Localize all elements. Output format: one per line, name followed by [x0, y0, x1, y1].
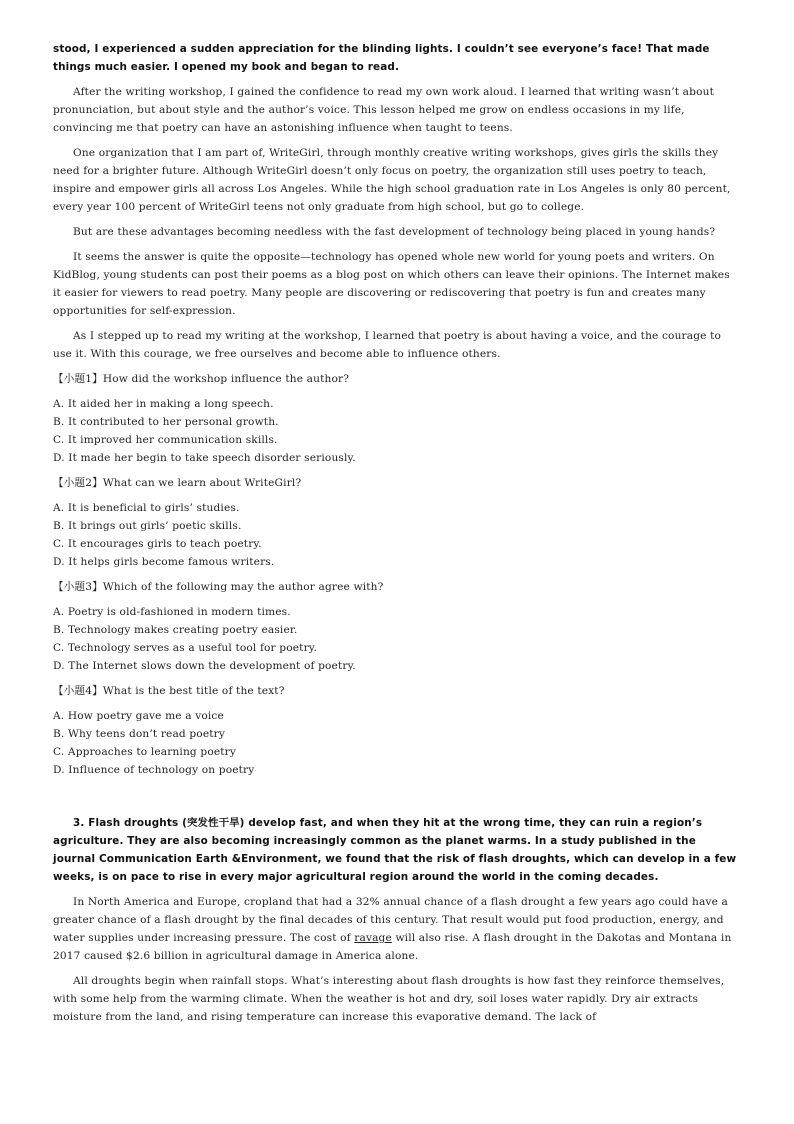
- answer-option: D. It made her begin to take speech disorder seriously.: [53, 452, 356, 464]
- answer-option: C. It encourages girls to teach poetry.: [53, 538, 262, 550]
- question-block-2: [53, 474, 741, 571]
- question-prompt: 【小题3】Which of the following may the author agree with?: [53, 581, 384, 593]
- question-block-4: [53, 682, 741, 779]
- passage3-intro: 3. Flash droughts (突发性干旱) develop fast, and when they hit at the wrong time, they can ruin a region’s agriculture. They are also becoming increasingly common as the planet warms. In a study published in the journal Communication Earth &Environment, we found that the risk of flash droughts, which can develop in a few weeks, is on pace to rise in every major agricultural region around the world in the coming decades.: [53, 817, 737, 883]
- answer-option: B. It contributed to her personal growth.: [53, 416, 279, 428]
- passage2-paragraph-4: It seems the answer is quite the opposite—technology has opened whole new world for young poets and writers. On KidBlog, young students can post their poems as a blog post on which others can leave their opinions. The Internet makes it easier for viewers to read poetry. Many people are discovering or rediscovering that poetry is fun and creates many opportunities for self-expression.: [53, 251, 730, 317]
- answer-option: D. Influence of technology on poetry: [53, 764, 255, 776]
- answer-option: D. The Internet slows down the development of poetry.: [53, 660, 356, 672]
- question-block-3: [53, 578, 741, 675]
- passage2-paragraph-1: After the writing workshop, I gained the confidence to read my own work aloud. I learned that writing wasn’t about pronunciation, but about style and the author’s voice. This lesson helped me grow on endless occasions in my life, convincing me that poetry can have an astonishing influence when taught to teens.: [53, 86, 714, 134]
- answer-option: B. Technology makes creating poetry easier.: [53, 624, 298, 636]
- answer-option: C. Technology serves as a useful tool for poetry.: [53, 642, 318, 654]
- document-page: [53, 40, 741, 1033]
- passage3-paragraph-2: All droughts begin when rainfall stops. What’s interesting about flash droughts is how fast they reinforce themselves, with some help from the warming climate. When the weather is hot and dry, soil loses water rapidly. Dry air extracts moisture from the land, and rising temperature can increase this evaporative demand. The lack of: [53, 975, 725, 1023]
- passage3-paragraph-1: [53, 893, 741, 965]
- answer-option: D. It helps girls become famous writers.: [53, 556, 275, 568]
- passage3-paragraph-1-start: In North America and Europe, cropland that had a 32% annual chance of a flash drought a few years ago could have a greater chance of a flash drought by the final decades of this century. That result would put food production, energy, and water supplies under increasing pressure. The cost of: [53, 896, 729, 944]
- passage2-paragraph-5: As I stepped up to read my writing at the workshop, I learned that poetry is about having a voice, and the courage to use it. With this courage, we free ourselves and become able to influence others.: [53, 330, 722, 360]
- answer-option: B. It brings out girls’ poetic skills.: [53, 520, 242, 532]
- question-prompt: 【小题1】How did the workshop influence the author?: [53, 373, 350, 385]
- passage2-paragraph-2: One organization that I am part of, WriteGirl, through monthly creative writing workshops, gives girls the skills they need for a brighter future. Although WriteGirl doesn’t only focus on poetry, the organization still uses poetry to teach, inspire and empower girls all across Los Angeles. While the high school graduation rate in Los Angeles is only 80 percent, every year 100 percent of WriteGirl teens not only graduate from high school, but go to college.: [53, 147, 731, 213]
- answer-option: B. Why teens don’t read poetry: [53, 728, 226, 740]
- passage2-paragraph-3: But are these advantages becoming needless with the fast development of technology being placed in young hands?: [73, 226, 716, 238]
- passage3-paragraph-1-end: will also rise. A flash drought in the Dakotas and Montana in 2017 caused $2.6 billion in agricultural damage in America alone.: [53, 932, 732, 962]
- answer-option: A. Poetry is old-fashioned in modern times.: [53, 606, 291, 618]
- answer-option: A. It is beneficial to girls’ studies.: [53, 502, 240, 514]
- underlined-word-ravage: ravage: [354, 932, 392, 944]
- answer-option: A. It aided her in making a long speech.: [53, 398, 274, 410]
- question-prompt: 【小题4】What is the best title of the text?: [53, 685, 285, 697]
- answer-option: C. Approaches to learning poetry: [53, 746, 237, 758]
- question-block-1: [53, 370, 741, 467]
- answer-option: C. It improved her communication skills.: [53, 434, 278, 446]
- section-spacer: [53, 786, 741, 814]
- question-prompt: 【小题2】What can we learn about WriteGirl?: [53, 477, 302, 489]
- passage2-continuation: stood, I experienced a sudden appreciation for the blinding lights. I couldn’t see everyone’s face! That made things much easier. I opened my book and began to read.: [53, 43, 710, 73]
- answer-option: A. How poetry gave me a voice: [53, 710, 224, 722]
